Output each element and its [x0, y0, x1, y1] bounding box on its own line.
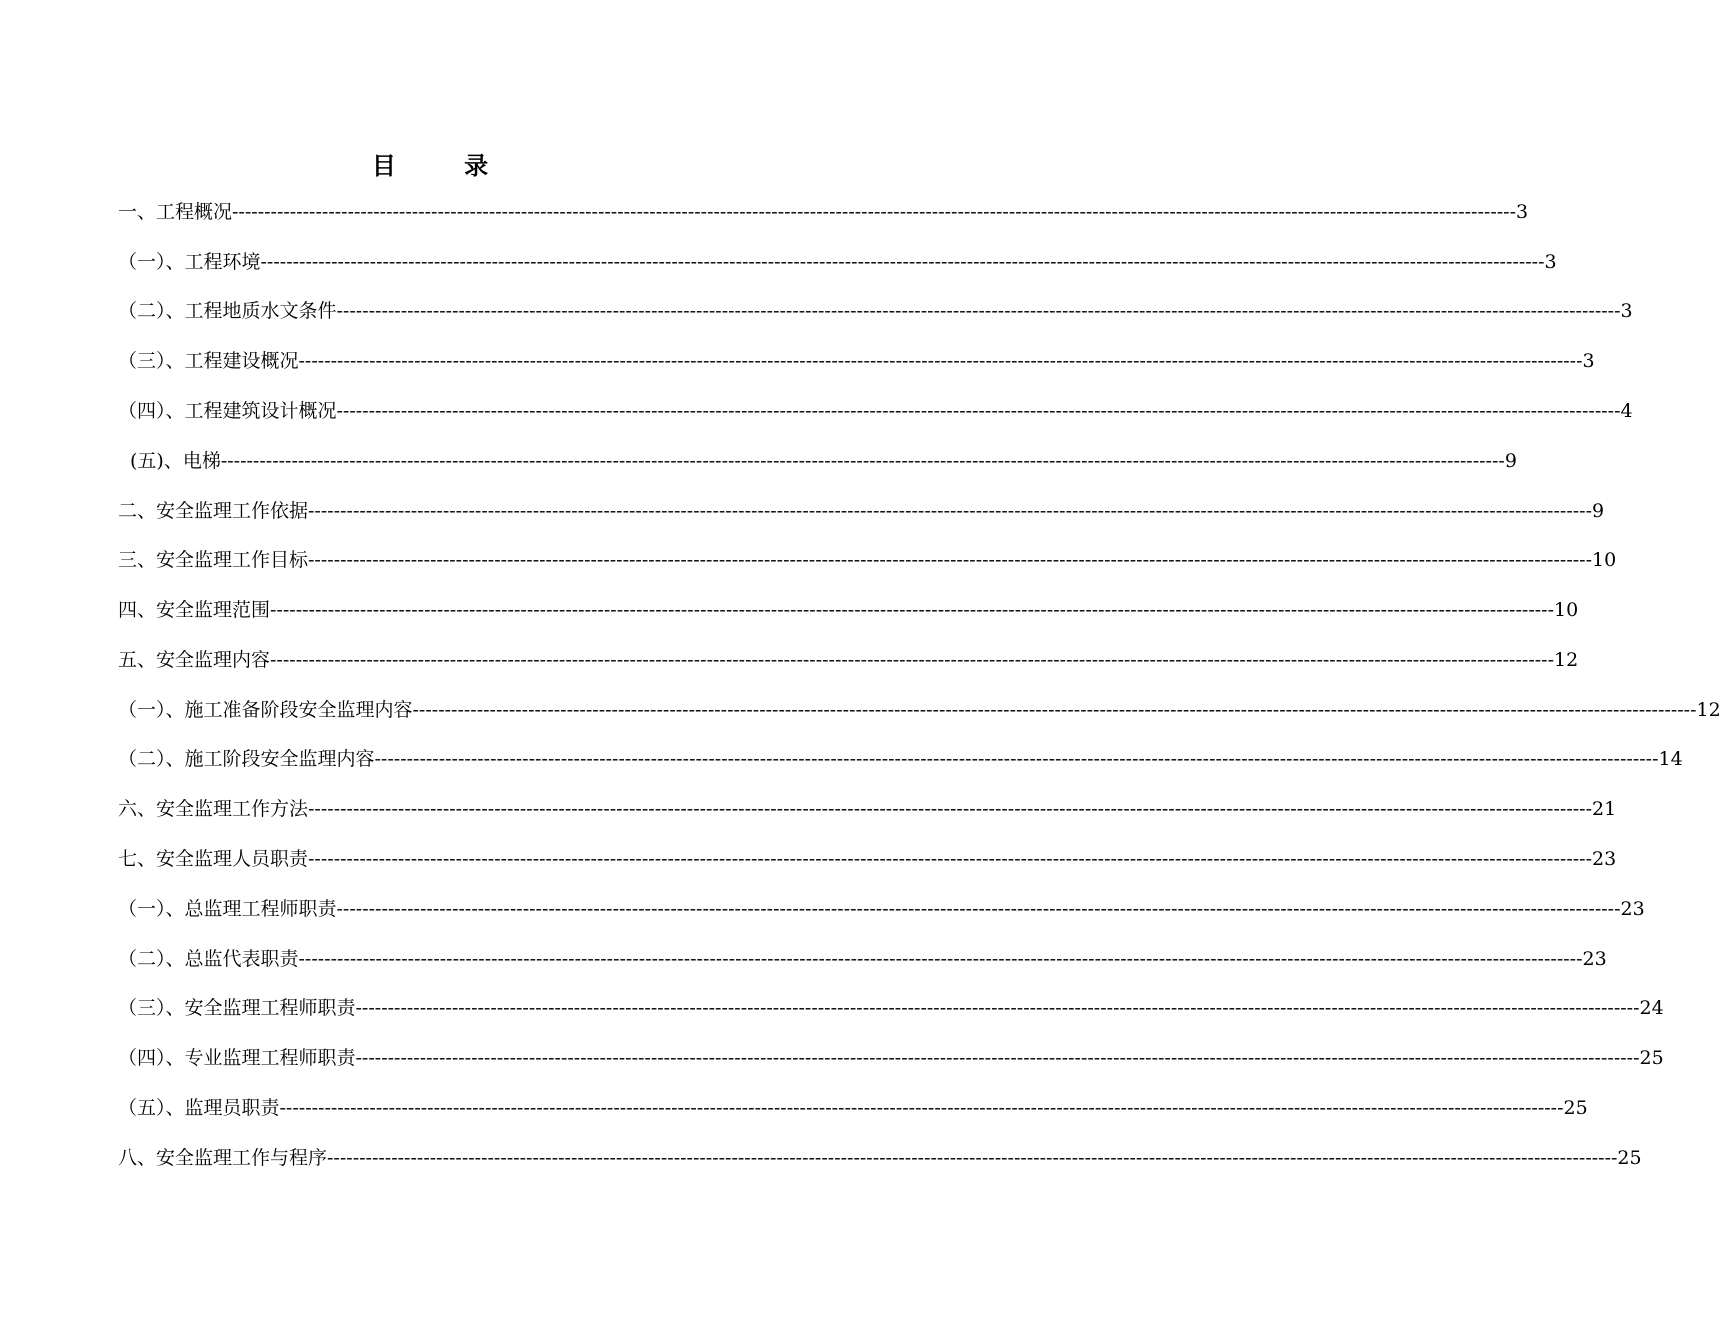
- toc-entry-label: （四）、工程建筑设计概况: [118, 400, 337, 422]
- toc-entry-label: （四）、专业监理工程师职责: [118, 1047, 356, 1069]
- toc-entry-label: （三）、工程建设概况: [118, 350, 299, 372]
- toc-leader-dots: --------------------------------------------------------------------------------------------------------------------------------------------------------------------------------------------------------: [232, 201, 1516, 223]
- toc-leader-dots: --------------------------------------------------------------------------------------------------------------------------------------------------------------------------------------------------------: [270, 599, 1554, 621]
- toc-leader-dots: --------------------------------------------------------------------------------------------------------------------------------------------------------------------------------------------------------: [336, 300, 1621, 322]
- toc-entry-label: 七、安全监理人员职责: [118, 848, 309, 870]
- toc-entry[interactable]: [118, 595, 1579, 625]
- toc-entry-label: 六、安全监理工作方法: [118, 798, 309, 820]
- toc-leader-dots: --------------------------------------------------------------------------------------------------------------------------------------------------------------------------------------------------------: [327, 1147, 1611, 1169]
- toc-entry[interactable]: [118, 744, 1683, 774]
- toc-entry[interactable]: [118, 197, 1529, 227]
- toc-entry-label: （一）、总监理工程师职责: [118, 898, 337, 920]
- toc-entry-page: 12: [1554, 649, 1579, 671]
- toc-leader-dots: --------------------------------------------------------------------------------------------------------------------------------------------------------------------------------------------------------: [298, 948, 1583, 970]
- toc-leader-dots: --------------------------------------------------------------------------------------------------------------------------------------------------------------------------------------------------------: [336, 400, 1621, 422]
- toc-leader-dots: --------------------------------------------------------------------------------------------------------------------------------------------------------------------------------------------------------: [260, 251, 1545, 273]
- toc-entry[interactable]: [118, 695, 1721, 725]
- toc-leader-dots: --------------------------------------------------------------------------------------------------------------------------------------------------------------------------------------------------------: [336, 898, 1621, 920]
- toc-entry-label: (五)、电梯: [130, 450, 221, 472]
- toc-entry-page: 24: [1639, 997, 1664, 1019]
- toc-entry[interactable]: [118, 645, 1579, 675]
- toc-entry-label: （二）、总监代表职责: [118, 948, 299, 970]
- toc-leader-dots: --------------------------------------------------------------------------------------------------------------------------------------------------------------------------------------------------------: [220, 450, 1505, 472]
- toc-leader-dots: --------------------------------------------------------------------------------------------------------------------------------------------------------------------------------------------------------: [308, 500, 1592, 522]
- toc-entry-page: 10: [1554, 599, 1579, 621]
- toc-leader-dots: --------------------------------------------------------------------------------------------------------------------------------------------------------------------------------------------------------: [270, 649, 1554, 671]
- toc-entry[interactable]: [118, 1093, 1588, 1123]
- toc-leader-dots: --------------------------------------------------------------------------------------------------------------------------------------------------------------------------------------------------------: [308, 848, 1592, 870]
- toc-entry[interactable]: [118, 247, 1557, 277]
- toc-entry-page: 21: [1592, 798, 1617, 820]
- toc-entry-label: 二、安全监理工作依据: [118, 500, 309, 522]
- toc-entry[interactable]: [118, 1143, 1642, 1173]
- toc-entry-label: 三、安全监理工作目标: [118, 549, 309, 571]
- toc-entry[interactable]: [118, 944, 1607, 974]
- toc-entry[interactable]: [118, 844, 1617, 874]
- toc-entry[interactable]: [118, 545, 1617, 575]
- toc-entry[interactable]: [118, 894, 1645, 924]
- toc-entry-page: 3: [1620, 300, 1633, 322]
- toc-entry-page: 23: [1620, 898, 1645, 920]
- toc-entry-page: 25: [1639, 1047, 1664, 1069]
- toc-entry[interactable]: [118, 396, 1633, 426]
- toc-entry[interactable]: [118, 1043, 1664, 1073]
- toc-entry-page: 25: [1563, 1097, 1588, 1119]
- toc-entry-label: （二）、工程地质水文条件: [118, 300, 337, 322]
- toc-entry[interactable]: [118, 794, 1617, 824]
- toc-entry-page: 9: [1504, 450, 1517, 472]
- toc-entry-page: -25: [1611, 1147, 1642, 1169]
- toc-entry[interactable]: [118, 296, 1633, 326]
- toc-entry-label: （一）、工程环境: [118, 251, 261, 273]
- toc-entry-page: 12: [1696, 699, 1721, 721]
- toc-leader-dots: --------------------------------------------------------------------------------------------------------------------------------------------------------------------------------------------------------: [355, 1047, 1640, 1069]
- toc-leader-dots: --------------------------------------------------------------------------------------------------------------------------------------------------------------------------------------------------------: [279, 1097, 1564, 1119]
- toc-leader-dots: --------------------------------------------------------------------------------------------------------------------------------------------------------------------------------------------------------: [308, 798, 1592, 820]
- toc-entry-page: 9: [1592, 500, 1605, 522]
- toc-entry-label: （三）、安全监理工程师职责: [118, 997, 356, 1019]
- toc-entry-page: 3: [1582, 350, 1595, 372]
- toc-entry-page: 10: [1592, 549, 1617, 571]
- toc-entry-page: 14: [1658, 748, 1683, 770]
- toc-entry[interactable]: [118, 496, 1605, 526]
- toc-entry[interactable]: [130, 446, 1517, 476]
- toc-entry-page: 3: [1516, 201, 1529, 223]
- toc-leader-dots: --------------------------------------------------------------------------------------------------------------------------------------------------------------------------------------------------------: [308, 549, 1592, 571]
- toc-entry-page: 3: [1544, 251, 1557, 273]
- toc-entry-page: 23: [1592, 848, 1617, 870]
- toc-entry-page: 4: [1620, 400, 1633, 422]
- toc-entry-label: （五）、监理员职责: [118, 1097, 280, 1119]
- toc-title: 目 录: [371, 151, 519, 180]
- toc-entry-label: （一）、施工准备阶段安全监理内容: [118, 699, 413, 721]
- toc-entry-label: （二）、施工阶段安全监理内容: [118, 748, 375, 770]
- toc-leader-dots: --------------------------------------------------------------------------------------------------------------------------------------------------------------------------------------------------------: [355, 997, 1640, 1019]
- toc-entry-page: 23: [1582, 948, 1607, 970]
- toc-entry-label: 一、工程概况: [118, 201, 233, 223]
- toc-leader-dots: --------------------------------------------------------------------------------------------------------------------------------------------------------------------------------------------------------: [374, 748, 1659, 770]
- toc-entry[interactable]: [118, 346, 1595, 376]
- toc-entry-label: 四、安全监理范围: [118, 599, 271, 621]
- toc-leader-dots: --------------------------------------------------------------------------------------------------------------------------------------------------------------------------------------------------------: [412, 699, 1697, 721]
- toc-leader-dots: --------------------------------------------------------------------------------------------------------------------------------------------------------------------------------------------------------: [298, 350, 1583, 372]
- toc-entry-label: 八、安全监理工作与程序: [118, 1147, 328, 1169]
- toc-entry[interactable]: [118, 993, 1664, 1023]
- toc-entry-label: 五、安全监理内容: [118, 649, 271, 671]
